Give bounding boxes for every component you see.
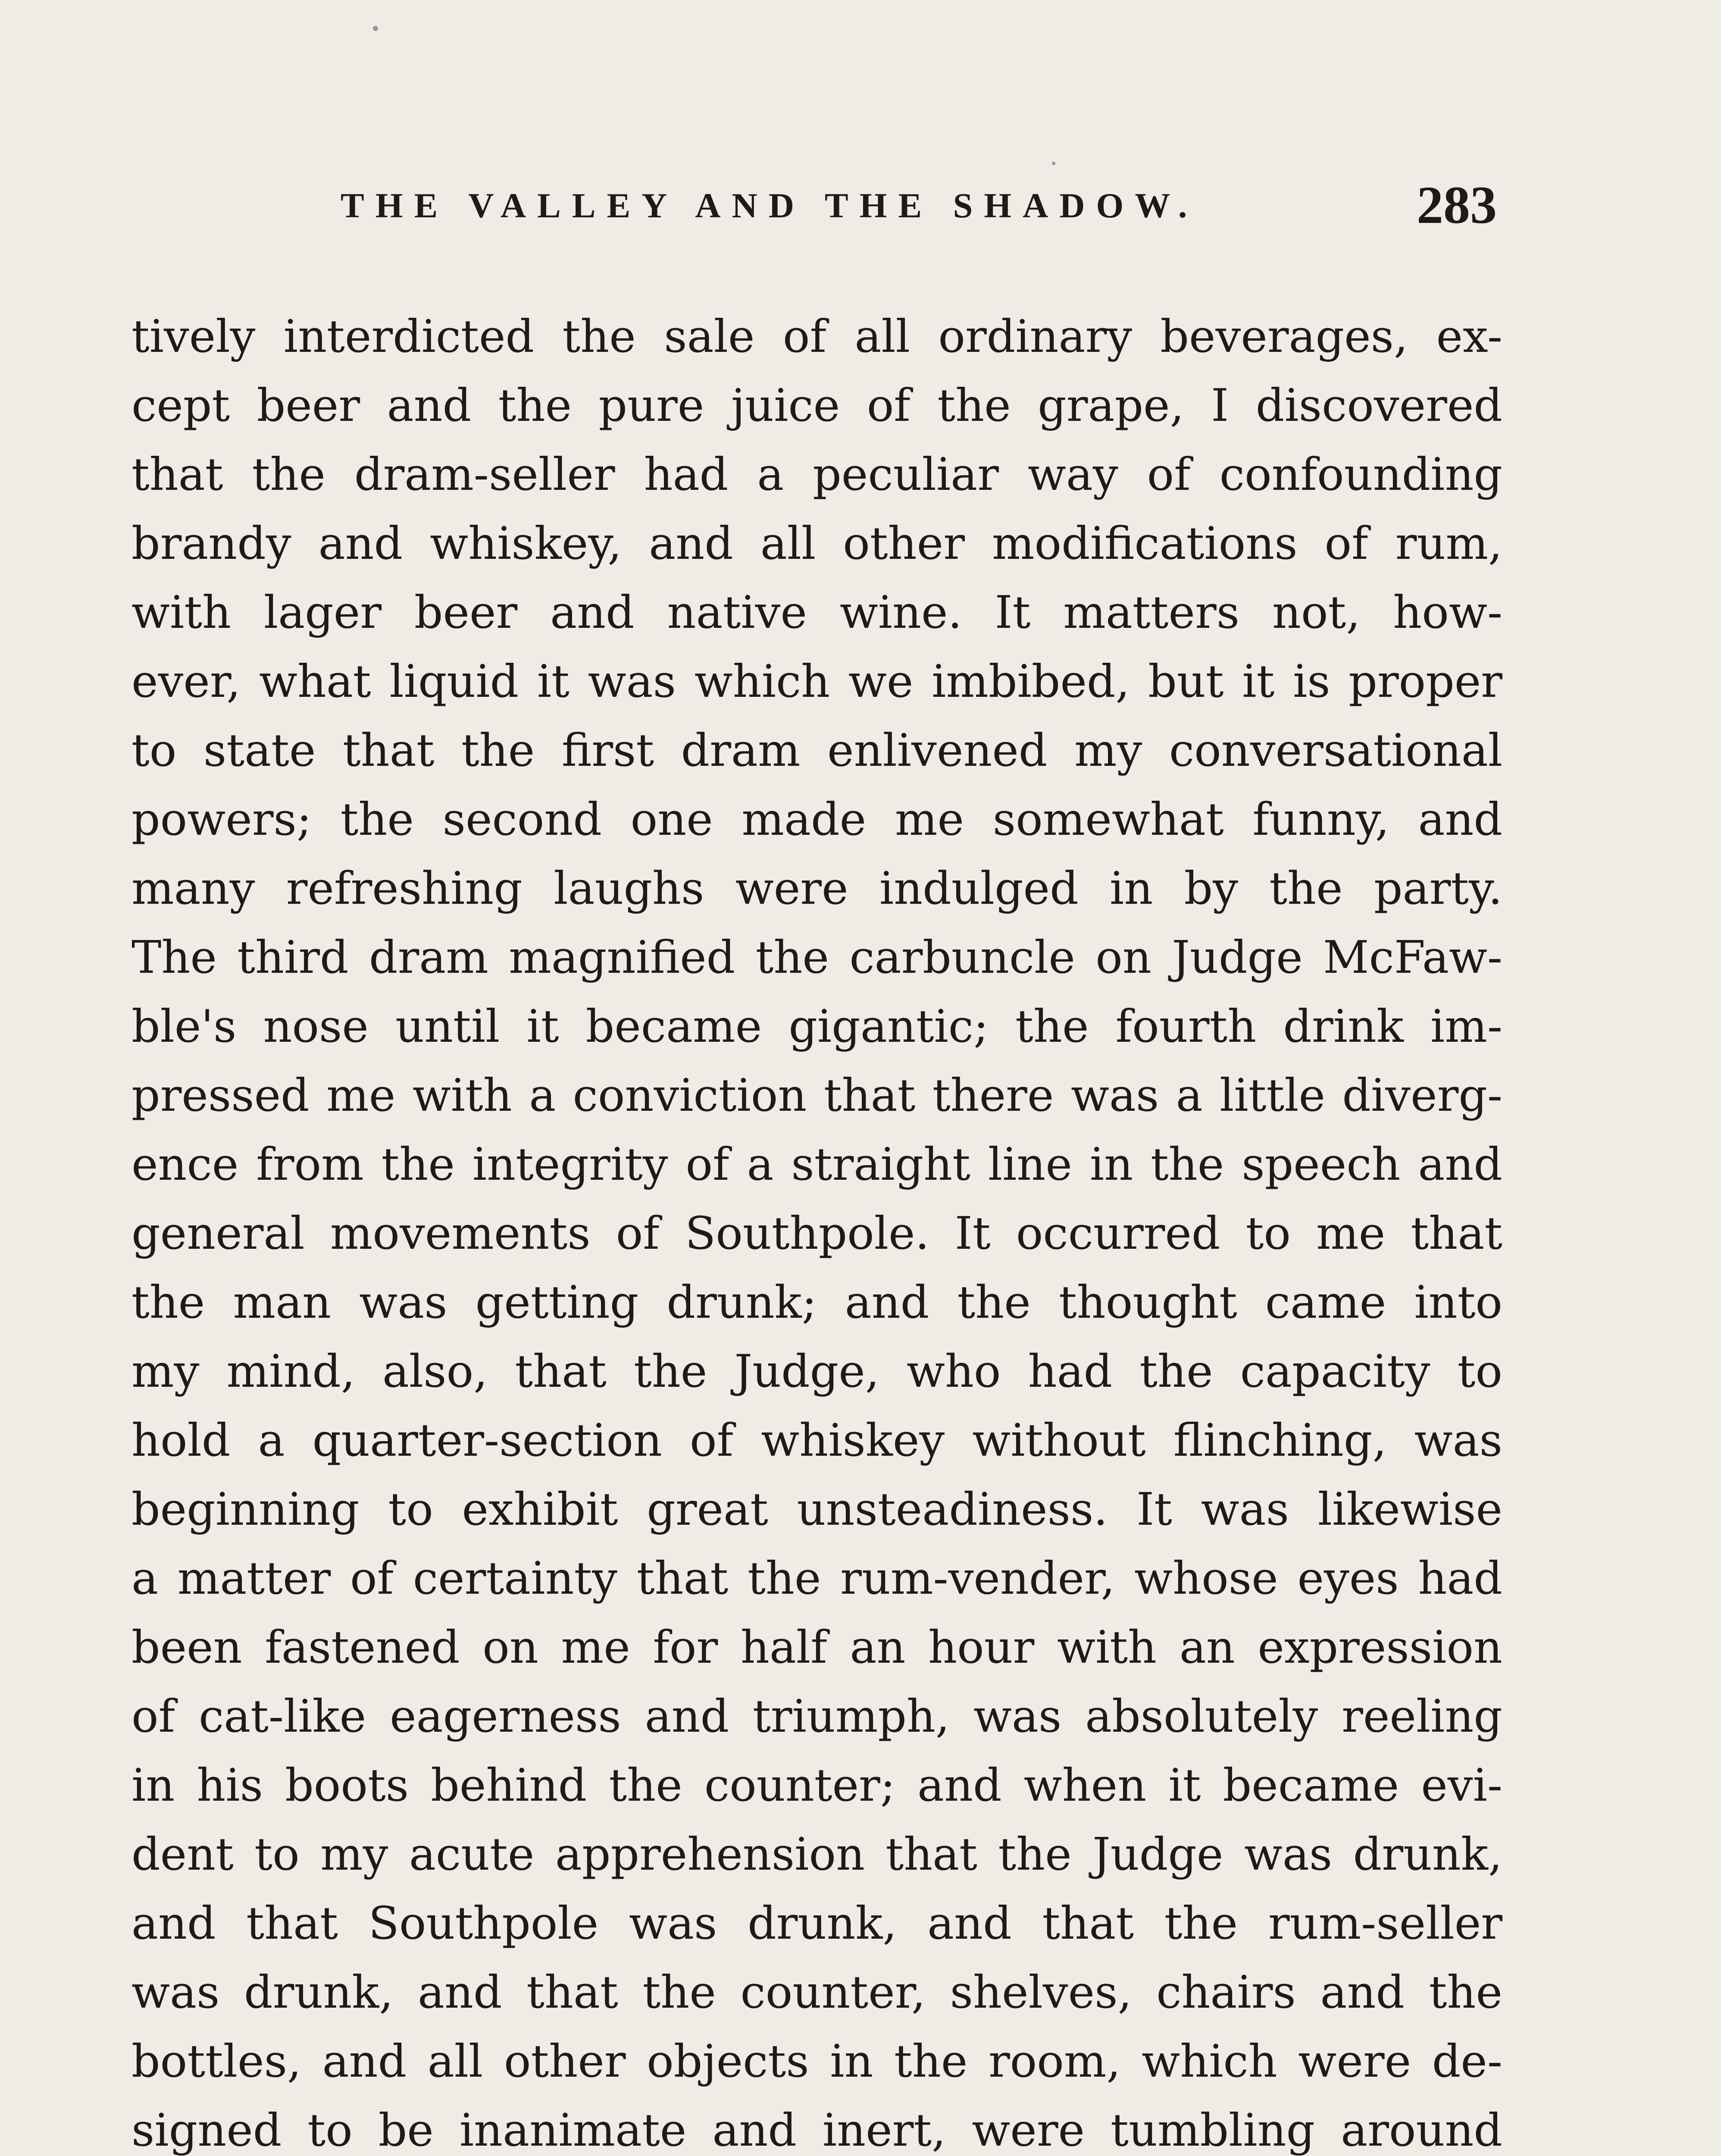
text-line: cept beer and the pure juice of the grape, I discovered: [131, 379, 1502, 432]
text-line: been fastened on me for half an hour with an expression: [131, 1621, 1502, 1673]
text-line: powers; the second one made me somewhat funny, and: [131, 793, 1502, 846]
text-line: to state that the first dram enlivened my conversational: [131, 724, 1502, 777]
body-text: [131, 302, 1502, 2156]
text-line: that the dram-seller had a peculiar way of confounding: [131, 448, 1502, 501]
text-line: a matter of certainty that the rum-vender, whose eyes had: [131, 1552, 1502, 1604]
text-line: dent to my acute apprehension that the Judge was drunk,: [131, 1828, 1502, 1880]
paper-speck: [373, 26, 378, 31]
text-line: hold a quarter-section of whiskey without flinching, was: [131, 1414, 1502, 1467]
running-head: THE VALLEY AND THE SHADOW.: [341, 186, 1198, 225]
text-line: with lager beer and native wine. It matters not, how-: [131, 586, 1502, 639]
text-line: of cat-like eagerness and triumph, was absolutely reeling: [131, 1690, 1502, 1742]
text-line: and that Southpole was drunk, and that the rum-seller: [131, 1897, 1502, 1949]
text-line: general movements of Southpole. It occurred to me that: [131, 1207, 1502, 1260]
paper-speck: [1052, 162, 1055, 165]
page-number: 283: [1417, 175, 1497, 235]
text-line: many refreshing laughs were indulged in by the party.: [131, 862, 1502, 915]
text-line: ever, what liquid it was which we imbibed, but it is proper: [131, 655, 1502, 708]
text-line: ence from the integrity of a straight line in the speech and: [131, 1138, 1502, 1191]
text-line: beginning to exhibit great unsteadiness. It was likewise: [131, 1483, 1502, 1536]
text-line: signed to be inanimate and inert, were tumbling around: [131, 2104, 1502, 2156]
text-line: in his boots behind the counter; and when it became evi-: [131, 1759, 1502, 1811]
text-line: The third dram magnified the carbuncle on Judge McFaw-: [131, 931, 1502, 984]
text-line: the man was getting drunk; and the thought came into: [131, 1276, 1502, 1329]
text-line: my mind, also, that the Judge, who had the capacity to: [131, 1345, 1502, 1398]
text-line: pressed me with a conviction that there was a little diverg-: [131, 1069, 1502, 1122]
text-line: bottles, and all other objects in the room, which were de-: [131, 2035, 1502, 2087]
text-line: was drunk, and that the counter, shelves, chairs and the: [131, 1966, 1502, 2018]
text-line: brandy and whiskey, and all other modifications of rum,: [131, 517, 1502, 570]
text-line: ble's nose until it became gigantic; the fourth drink im-: [131, 1000, 1502, 1053]
text-line: tively interdicted the sale of all ordinary beverages, ex-: [131, 310, 1502, 363]
